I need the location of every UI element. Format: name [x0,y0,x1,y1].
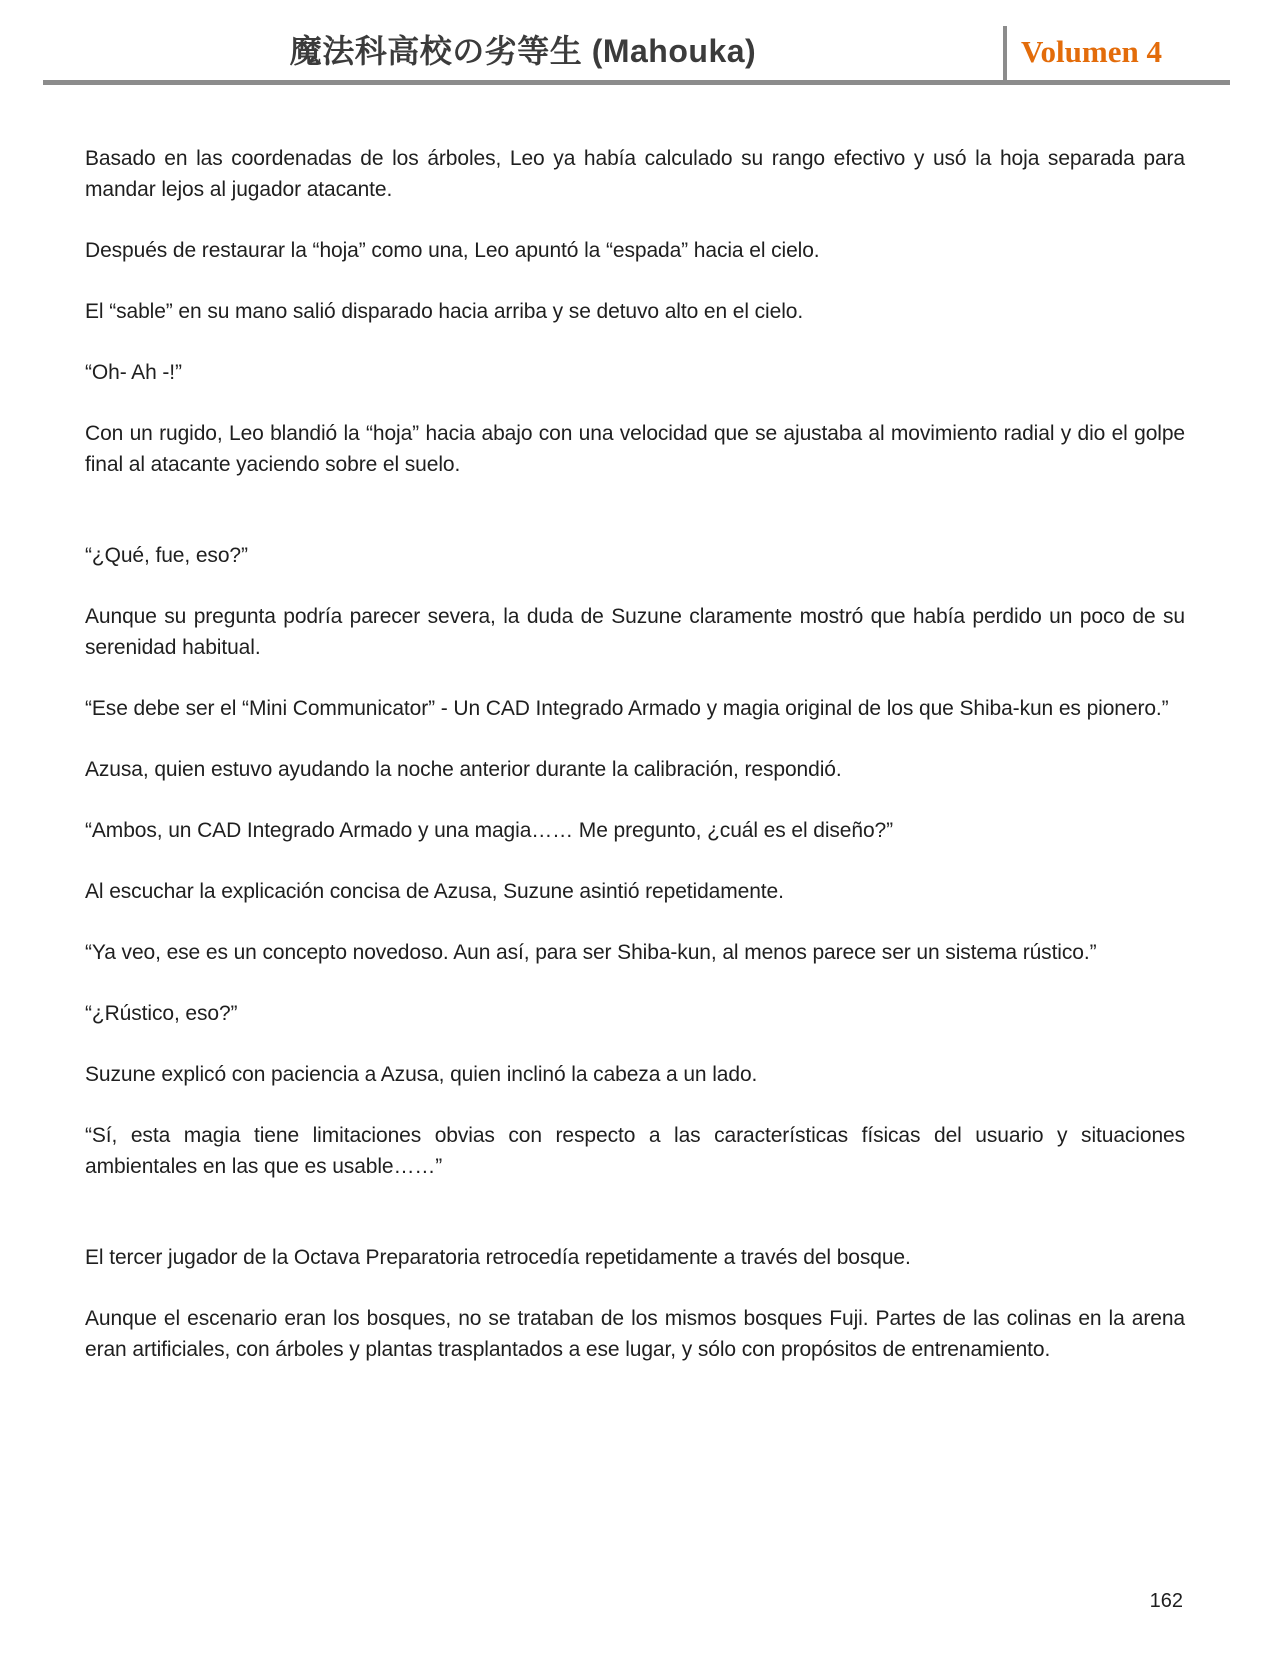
paragraph: El “sable” en su mano salió disparado hacia arriba y se detuvo alto en el cielo. [85,300,804,324]
scene-break [85,1212,1185,1242]
page-number: 162 [1149,1590,1183,1612]
document-title: 魔法科高校の劣等生 (Mahouka) [289,33,757,69]
paragraph: Al escuchar la explicación concisa de Azusa, Suzune asintió repetidamente. [85,880,784,904]
paragraph: “¿Qué, fue, eso?” [85,544,248,568]
paragraph: Aunque su pregunta podría parecer severa, la duda de Suzune claramente mostró que había perdido un poco de su serenidad habitual. [85,605,1185,660]
volume-cell [1003,26,1230,80]
paragraph: “Ese debe ser el “Mini Communicator” - Un CAD Integrado Armado y magia original de los que Shiba-kun es pionero.” [85,697,1169,721]
scene-break [85,510,1185,540]
paragraph: “¿Rústico, eso?” [85,1002,238,1026]
paragraph: Suzune explicó con paciencia a Azusa, quien inclinó la cabeza a un lado. [85,1063,758,1087]
paragraph: Azusa, quien estuvo ayudando la noche anterior durante la calibración, respondió. [85,758,842,782]
paragraph: “Sí, esta magia tiene limitaciones obvias con respecto a las características físicas del usuario y situaciones ambientales en las que es usable……” [85,1124,1185,1179]
paragraph: “Oh- Ah -!” [85,361,182,385]
document-page [0,26,1275,1676]
page-footer [1150,1590,1183,1613]
page-body [85,85,1185,1365]
page-header [43,26,1230,85]
paragraph: Con un rugido, Leo blandió la “hoja” hacia abajo con una velocidad que se ajustaba al movimiento radial y dio el golpe final al atacante yaciendo sobre el suelo. [85,422,1185,477]
paragraph: Aunque el escenario eran los bosques, no se trataban de los mismos bosques Fuji. Partes de las colinas en la arena eran artificiales, con árboles y plantas trasplantados a ese lugar, y sólo con propósitos de entrenamiento. [85,1307,1185,1362]
paragraph: “Ya veo, ese es un concepto novedoso. Aun así, para ser Shiba-kun, al menos parece ser un sistema rústico.” [85,941,1097,965]
paragraph: Basado en las coordenadas de los árboles, Leo ya había calculado su rango efectivo y usó la hoja separada para mandar lejos al jugador atacante. [85,147,1185,202]
paragraph: El tercer jugador de la Octava Preparatoria retrocedía repetidamente a través del bosque. [85,1246,911,1270]
volume-label: Volumen 4 [1021,34,1162,69]
paragraph: Después de restaurar la “hoja” como una, Leo apuntó la “espada” hacia el cielo. [85,239,820,263]
paragraph: “Ambos, un CAD Integrado Armado y una magia…… Me pregunto, ¿cuál es el diseño?” [85,819,894,843]
